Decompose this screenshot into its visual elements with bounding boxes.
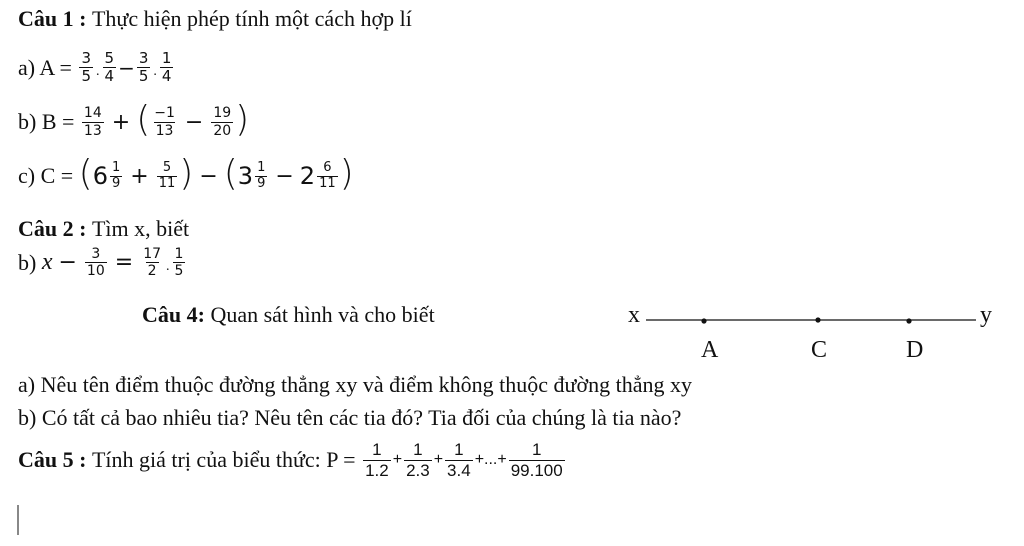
numerator: 3 — [81, 49, 92, 67]
open-paren: ( — [223, 153, 238, 194]
label-c: C — [811, 337, 828, 363]
denominator: 4 — [104, 67, 115, 86]
label-a: A — [701, 337, 719, 363]
open-paren: ( — [136, 99, 151, 140]
denominator: 5 — [81, 67, 92, 86]
q1c-label: c) C = — [18, 163, 74, 188]
q1-heading — [18, 6, 412, 32]
denominator: 4 — [161, 67, 172, 86]
q5-text: Tính giá trị của biểu thức: P = — [91, 447, 356, 473]
denominator: 11 — [158, 175, 176, 191]
point-a-dot — [701, 318, 706, 323]
fraction — [363, 440, 391, 480]
numerator: 1 — [454, 440, 464, 459]
q2b-expression — [18, 246, 187, 279]
q1b-label: b) B = — [18, 109, 75, 134]
numerator: 17 — [143, 246, 162, 262]
numerator: 1 — [413, 440, 423, 459]
q2b-label: b) — [18, 249, 37, 275]
fraction — [103, 50, 117, 86]
denominator: 13 — [155, 122, 174, 139]
q5-title: Câu 5 : — [18, 447, 87, 473]
q4a-text: a) Nêu tên điểm thuộc đường thẳng xy và điểm không thuộc đường thẳng xy — [18, 372, 692, 397]
denominator: 1.2 — [365, 460, 389, 480]
label-d: D — [906, 337, 924, 363]
fraction — [82, 105, 104, 138]
fraction — [255, 161, 267, 192]
denominator: 5 — [174, 263, 184, 280]
numerator: 5 — [104, 49, 115, 67]
plus-sign: + — [433, 451, 444, 469]
fraction — [173, 246, 186, 279]
q1-title: Câu 1 : — [18, 6, 87, 31]
numerator: 14 — [83, 105, 102, 122]
q1-text: Thực hiện phép tính một cách hợp lí — [91, 6, 412, 31]
minus-sign: − — [199, 163, 218, 189]
multiply-dot: . — [166, 258, 170, 274]
q2-text: Tìm x, biết — [91, 216, 190, 241]
fraction — [110, 161, 122, 192]
fraction — [157, 161, 178, 192]
fraction — [404, 440, 432, 480]
denominator: 2 — [147, 263, 157, 280]
q4b-text: b) Có tất cả bao nhiêu tia? Nêu tên các tia đó? Tia đối của chúng là tia nào? — [18, 405, 682, 430]
minus-sign: − — [118, 55, 135, 80]
point-d-dot — [906, 318, 911, 323]
fraction — [152, 105, 177, 138]
q2-heading — [18, 216, 189, 242]
q4-heading — [142, 302, 435, 328]
numerator: 1 — [161, 49, 172, 67]
whole-part: 6 — [92, 162, 108, 190]
numerator: 1 — [112, 159, 121, 175]
close-paren: ) — [235, 99, 250, 140]
denominator: 3.4 — [447, 460, 471, 480]
numerator: 19 — [213, 105, 232, 122]
close-paren: ) — [339, 153, 354, 194]
plus-sign: + — [111, 109, 131, 135]
denominator: 10 — [86, 263, 105, 280]
fraction — [85, 246, 107, 279]
numerator: 1 — [531, 440, 542, 459]
minus-sign: − — [58, 250, 77, 276]
close-paren: ) — [179, 153, 194, 194]
fraction — [211, 105, 233, 138]
fraction — [509, 440, 565, 480]
denominator: 9 — [112, 175, 121, 191]
fraction — [137, 50, 151, 86]
line-xy-figure — [640, 310, 980, 334]
plus-sign: + — [130, 163, 149, 189]
label-x: x — [628, 302, 640, 328]
whole-part: 3 — [237, 162, 254, 190]
q1a-label: a) A = — [18, 54, 72, 80]
denominator: 9 — [257, 175, 266, 191]
fraction — [141, 246, 163, 279]
point-c-dot — [815, 317, 820, 322]
minus-sign: − — [275, 163, 294, 189]
fraction — [79, 50, 93, 86]
variable-x: x — [41, 249, 53, 276]
q2-title: Câu 2 : — [18, 216, 87, 241]
equals-sign: = — [114, 250, 134, 276]
q5-expression — [18, 440, 567, 480]
numerator: 5 — [162, 159, 172, 175]
fraction — [317, 161, 338, 192]
minus-sign: − — [184, 109, 204, 135]
label-y: y — [980, 302, 992, 328]
numerator: 3 — [91, 246, 101, 262]
numerator: −1 — [154, 105, 175, 122]
denominator: 2.3 — [406, 460, 430, 480]
numerator: 1 — [372, 440, 382, 459]
numerator: 6 — [323, 159, 332, 175]
denominator: 99.100 — [510, 460, 563, 480]
text-cursor — [17, 505, 19, 535]
q4-text: Quan sát hình và cho biết — [210, 302, 435, 327]
denominator: 5 — [138, 67, 149, 86]
q1c-expression — [18, 153, 354, 194]
numerator: 1 — [174, 246, 184, 262]
whole-part: 2 — [299, 162, 316, 190]
numerator: 3 — [138, 49, 149, 67]
multiply-dot: . — [96, 63, 100, 79]
fraction — [445, 440, 473, 480]
ellipsis: +...+ — [474, 451, 507, 469]
denominator: 20 — [213, 122, 232, 139]
q4-title: Câu 4: — [142, 302, 205, 327]
plus-sign: + — [392, 451, 403, 469]
multiply-dot: . — [153, 63, 157, 79]
open-paren: ( — [78, 153, 93, 194]
q1b-expression — [18, 99, 250, 140]
denominator: 11 — [319, 175, 336, 191]
fraction — [160, 50, 174, 86]
numerator: 1 — [257, 159, 266, 175]
q1a-expression — [18, 50, 175, 86]
denominator: 13 — [83, 122, 102, 139]
